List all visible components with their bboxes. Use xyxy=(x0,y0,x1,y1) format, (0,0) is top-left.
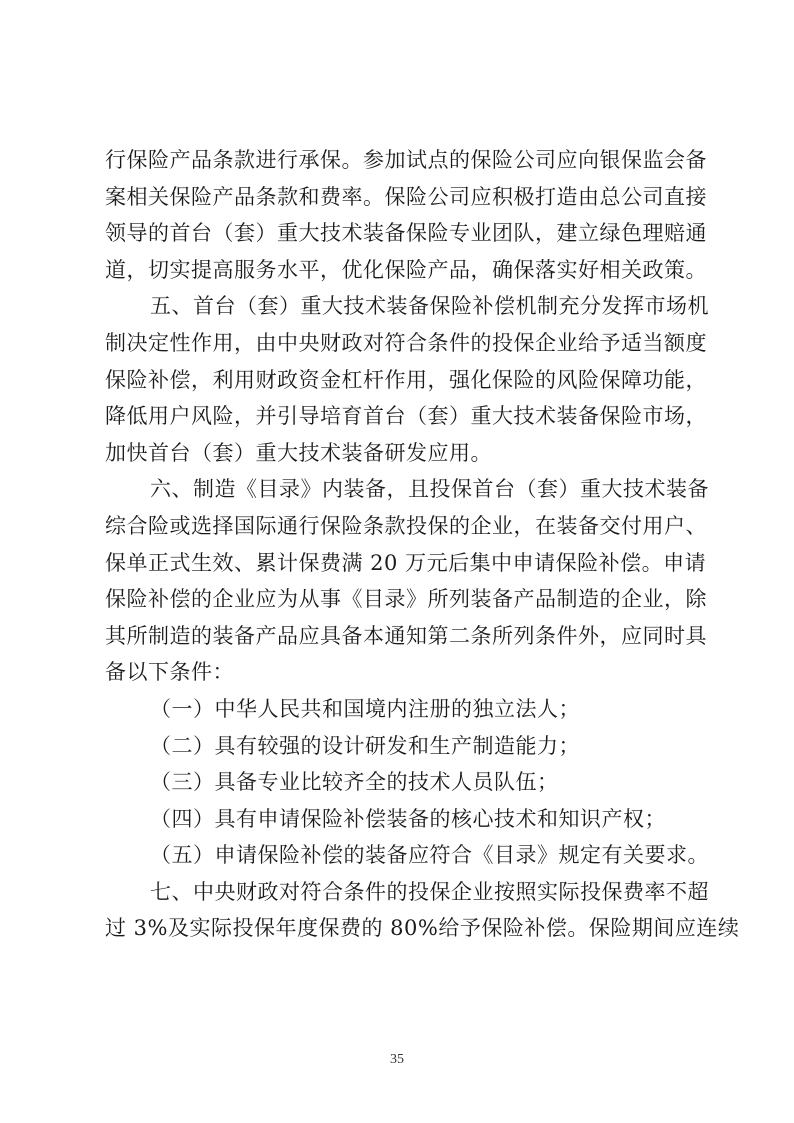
text-line: 道，切实提高服务水平，优化保险产品，确保落实好相关政策。 xyxy=(105,257,707,282)
text-line: 保单正式生效、累计保费满 20 万元后集中申请保险补偿。申请 xyxy=(105,550,707,575)
text-line: 加快首台（套）重大技术装备研发应用。 xyxy=(105,440,492,465)
text-line: 备以下条件： xyxy=(105,660,234,685)
text-line: 行保险产品条款进行承保。参加试点的保险公司应向银保监会备 xyxy=(105,148,707,172)
text-line: 过 3%及实际投保年度保费的 80%给予保险补偿。保险期间应连续 xyxy=(105,916,740,941)
text-line: 案相关保险产品条款和费率。保险公司应积极打造由总公司直接 xyxy=(105,184,707,209)
text-line: 七、中央财政对符合条件的投保企业按照实际投保费率不超 xyxy=(150,879,709,904)
text-line: （一）中华人民共和国境内注册的独立法人； xyxy=(150,696,580,721)
text-line: 制决定性作用，由中央财政对符合条件的投保企业给予适当额度 xyxy=(105,330,707,355)
text-line: 领导的首台（套）重大技术装备保险专业团队，建立绿色理赔通 xyxy=(105,221,707,246)
text-line: （四）具有申请保险补偿装备的核心技术和知识产权； xyxy=(150,806,666,831)
body-text xyxy=(105,142,740,947)
text-line: 综合险或选择国际通行保险条款投保的企业，在装备交付用户、 xyxy=(105,513,707,538)
text-line: （三）具备专业比较齐全的技术人员队伍； xyxy=(150,770,559,795)
text-line: 保险补偿的企业应为从事《目录》所列装备产品制造的企业，除 xyxy=(105,587,707,612)
text-line: （五）申请保险补偿的装备应符合《目录》规定有关要求。 xyxy=(150,843,709,868)
text-line: 其所制造的装备产品应具备本通知第二条所列条件外，应同时具 xyxy=(105,623,707,648)
text-line: 降低用户风险，并引导培育首台（套）重大技术装备保险市场， xyxy=(105,404,707,429)
text-line: 六、制造《目录》内装备，且投保首台（套）重大技术装备 xyxy=(150,477,709,502)
text-line: 保险补偿，利用财政资金杠杆作用，强化保险的风险保障功能， xyxy=(105,367,707,392)
text-line: 五、首台（套）重大技术装备保险补偿机制充分发挥市场机 xyxy=(150,294,709,319)
page-number: 35 xyxy=(390,1052,404,1067)
text-line: （二）具有较强的设计研发和生产制造能力； xyxy=(150,733,580,758)
